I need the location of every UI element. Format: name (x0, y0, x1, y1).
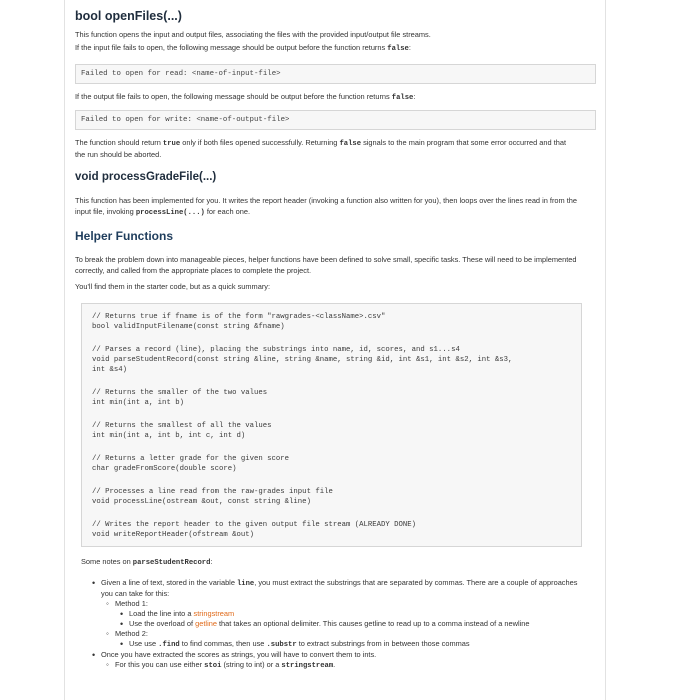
code-comment: // Returns the smallest of all the values (92, 422, 272, 430)
conversion-item (115, 660, 585, 671)
input-fail-desc-text: If the input file fails to open, the following message should be output before the function returns (75, 43, 388, 52)
code-signature: void processLine(ostream &out, const string &line) (92, 498, 311, 506)
getline-link[interactable]: getline (195, 619, 217, 628)
line-code: line (236, 580, 255, 588)
code-signature: int min(int a, int b) (92, 399, 184, 407)
open-files-heading: bool openFiles(...) (75, 9, 182, 23)
helpers-desc: To break the problem down into manageable pieces, helper functions have been defined to solve small, specific tasks. These will need to be implemented correctly, and called from the appropriate places to complete the project. (75, 255, 577, 275)
output-fail-desc (75, 92, 595, 104)
input-fail-message: Failed to open for read: <name-of-input-file> (81, 70, 281, 78)
output-fail-message-box (75, 110, 596, 130)
output-fail-message: Failed to open for write: <name-of-output-file> (81, 116, 290, 124)
stringstream-link[interactable]: stringstream (193, 609, 235, 618)
process-grade-desc-text: This function has been implemented for you. It writes the report header (invoking a function also written for you), then loops over the lines read in from the input file, invoking (75, 196, 578, 216)
open-files-desc: This function opens the input and output files, associating the files with the provided input/output file streams. (75, 30, 431, 39)
input-fail-message-box (75, 64, 596, 84)
method-1-steps (129, 609, 585, 629)
code-group (92, 345, 512, 375)
stoi-code: stoi (204, 662, 222, 670)
false-code: false (339, 140, 362, 148)
process-grade-desc (75, 196, 587, 218)
return-desc-text: only if both files opened successfully. Returning (180, 138, 340, 147)
conversion-list (115, 660, 585, 671)
step-text: Load the line into a (129, 609, 194, 618)
return-desc-text: The function should return (75, 138, 163, 147)
helpers-summary-intro: You'll find them in the starter code, but as a quick summary: (75, 282, 271, 291)
colon: : (413, 92, 416, 101)
code-signature: int &s4) (92, 366, 128, 374)
output-fail-desc-text: If the output file fails to open, the following message should be output before the function returns (75, 92, 392, 101)
false-code: false (391, 94, 414, 102)
code-signature: bool validInputFilename(const string &fname) (92, 323, 285, 331)
step-text: to extract substrings from in between those commas (296, 639, 470, 648)
parse-student-record-code: parseStudentRecord (132, 559, 211, 567)
list-item-text: Given a line of text, stored in the variable (101, 578, 237, 587)
step-text: Use the overload of (129, 619, 196, 628)
list-item (101, 578, 585, 599)
process-grade-heading: void processGradeFile(...) (75, 171, 217, 183)
colon: : (210, 557, 213, 566)
code-group (92, 487, 512, 507)
stringstream-code: stringstream (281, 662, 334, 670)
return-desc-text: signals to the main program that some error occurred and that the run should be aborted. (75, 138, 567, 159)
return-desc (75, 138, 575, 160)
notes-list (101, 578, 585, 671)
method-1: ◦ Method 1: (115, 599, 585, 609)
code-signature: int min(int a, int b, int c, int d) (92, 432, 246, 440)
code-group (92, 421, 512, 441)
step-text: that takes an optional delimiter. This causes getline to read up to a comma instead of a newline (216, 619, 530, 628)
input-fail-desc (75, 43, 595, 55)
false-code: false (387, 45, 409, 53)
period: . (333, 660, 336, 669)
code-signature: void writeReportHeader(ofstream &out) (92, 531, 255, 539)
code-comment: // Returns the smaller of the two values (92, 389, 268, 397)
code-group (92, 454, 512, 474)
code-groups (92, 312, 512, 553)
method-2-steps (129, 639, 585, 650)
notes-intro (81, 557, 591, 569)
code-signature: char gradeFromScore(double score) (92, 465, 237, 473)
helper-code-block (81, 303, 582, 547)
method-2-step (129, 639, 585, 650)
list-item-text: For this you can use either (115, 660, 205, 669)
helper-functions-heading: Helper Functions (75, 229, 174, 243)
code-comment: // Returns true if fname is of the form "rawgrades-<className>.csv" (92, 313, 386, 321)
true-code: true (162, 140, 181, 148)
step-text: to find commas, then use (179, 639, 267, 648)
code-signature: void parseStudentRecord(const string &line, string &name, string &id, int &s1, int &s2, int &s3, (92, 356, 513, 364)
step-text: Use use (129, 639, 159, 648)
code-comment: // Processes a line read from the raw-grades input file (92, 488, 333, 496)
list-item-text: , you must extract the substrings that are separated by commas. There are a couple of approaches you can take for this: (101, 578, 578, 598)
process-line-code: processLine(...) (135, 208, 205, 217)
colon: : (408, 43, 411, 52)
method-list (115, 599, 585, 650)
code-group (92, 520, 512, 540)
list-item-text: (string to int) or a (221, 660, 282, 669)
code-comment: // Writes the report header to the given output file stream (ALREADY DONE) (92, 521, 417, 529)
code-group (92, 312, 512, 332)
substr-code: .substr (266, 641, 297, 649)
code-group (92, 388, 512, 408)
document-page (64, 0, 606, 700)
list-item: • Once you have extracted the scores as strings, you will have to convert them to ints. (101, 650, 585, 660)
process-grade-desc-text: for each one. (204, 206, 251, 216)
method-1-step (129, 609, 585, 619)
find-code: .find (158, 641, 180, 649)
method-2: ◦ Method 2: (115, 629, 585, 639)
code-comment: // Parses a record (line), placing the substrings into name, id, scores, and s1...s4 (92, 346, 460, 354)
method-1-step (129, 619, 585, 629)
code-comment: // Returns a letter grade for the given score (92, 455, 290, 463)
notes-intro-text: Some notes on (81, 557, 133, 566)
